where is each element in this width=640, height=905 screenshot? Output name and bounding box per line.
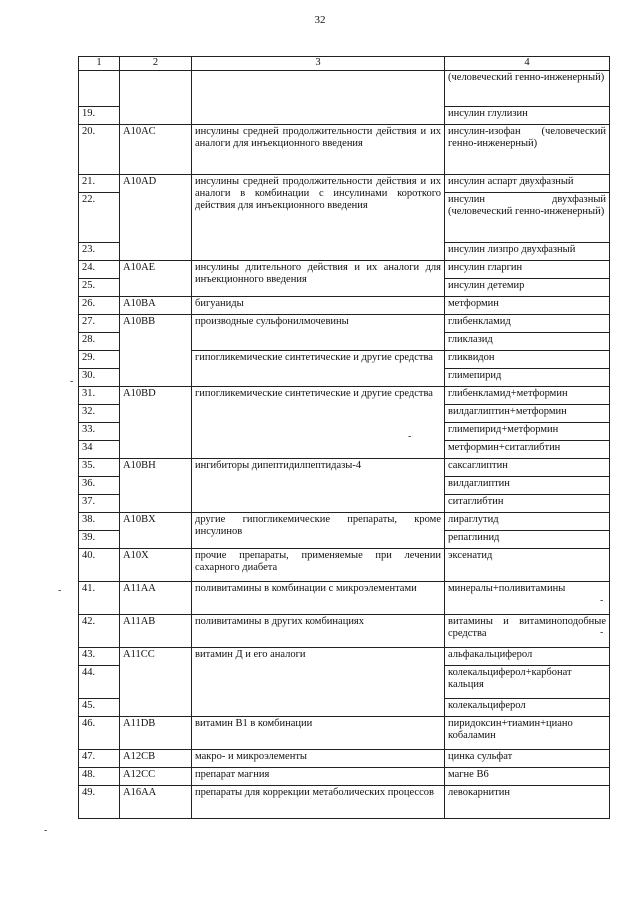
row-number: 35.	[79, 459, 120, 477]
drug-name: инсулин гларгин	[445, 261, 610, 279]
drug-name: эксенатид	[445, 549, 610, 582]
row-number: 41.	[79, 582, 120, 615]
table-row	[79, 125, 610, 175]
drug-name: вилдаглиптин	[445, 477, 610, 495]
row-number: 46.	[79, 717, 120, 750]
drug-name: (человеческий генно-инженерный)	[445, 71, 610, 107]
row-number: 40.	[79, 549, 120, 582]
atc-code: A11AB	[120, 615, 192, 648]
row-number: 23.	[79, 243, 120, 261]
drug-name: метформин	[445, 297, 610, 315]
row-number	[79, 71, 120, 107]
row-number: 28.	[79, 333, 120, 351]
row-number: 45.	[79, 699, 120, 717]
drug-name: цинка сульфат	[445, 750, 610, 768]
atc-code	[120, 71, 192, 125]
column-header: 4	[445, 57, 610, 71]
drug-name: глибенкламид+метформин	[445, 387, 610, 405]
drug-name: репаглинид	[445, 531, 610, 549]
table-row	[79, 513, 610, 531]
drug-name: ситаглибтин	[445, 495, 610, 513]
group-name: инсулины средней продолжительности действия и их аналоги в комбинации с инсулинами короткого действия для инъекционного введения	[192, 175, 445, 261]
group-name: гипогликемические синтетические и другие средства	[192, 351, 445, 387]
group-name: прочие препараты, применяемые при лечении сахарного диабета	[192, 549, 445, 582]
drug-name: глимепирид	[445, 369, 610, 387]
drug-name: витамины и витаминоподобные средства	[445, 615, 610, 648]
group-name: инсулины средней продолжительности действия и их аналоги для инъекционного введения	[192, 125, 445, 175]
row-number: 27.	[79, 315, 120, 333]
drug-name: гликлазид	[445, 333, 610, 351]
table-row	[79, 750, 610, 768]
table-row	[79, 717, 610, 750]
drug-name: инсулин глулизин	[445, 107, 610, 125]
margin-mark: -	[44, 825, 48, 836]
group-name: ингибиторы дипептидилпептидазы-4	[192, 459, 445, 513]
row-number: 34	[79, 441, 120, 459]
group-name: препараты для коррекции метаболических процессов	[192, 786, 445, 819]
row-number: 22.	[79, 193, 120, 243]
margin-mark: -	[600, 627, 604, 638]
row-number: 38.	[79, 513, 120, 531]
margin-mark: -	[70, 376, 74, 387]
table-header-row	[79, 57, 610, 71]
row-number: 19.	[79, 107, 120, 125]
group-name	[192, 71, 445, 125]
table-row	[79, 615, 610, 648]
drug-name: гликвидон	[445, 351, 610, 369]
atc-code: A11DB	[120, 717, 192, 750]
group-name: поливитамины в других комбинациях	[192, 615, 445, 648]
group-name: поливитамины в комбинации с микроэлементами	[192, 582, 445, 615]
column-header: 2	[120, 57, 192, 71]
group-name: витамин B1 в комбинации	[192, 717, 445, 750]
margin-mark: -	[58, 585, 62, 596]
drug-name: минералы+поливитамины	[445, 582, 610, 615]
drug-name: колекальциферол+карбонат кальция	[445, 666, 610, 699]
table-row	[79, 261, 610, 279]
row-number: 42.	[79, 615, 120, 648]
margin-mark: -	[600, 595, 604, 606]
drug-name: инсулин двухфазный (человеческий генно-инженерный)	[445, 193, 610, 243]
group-name: производные сульфонилмочевины	[192, 315, 445, 351]
table-row	[79, 175, 610, 193]
row-number: 47.	[79, 750, 120, 768]
atc-code: A10BX	[120, 513, 192, 549]
drug-name: вилдаглиптин+метформин	[445, 405, 610, 423]
atc-code: A11CC	[120, 648, 192, 717]
column-header: 1	[79, 57, 120, 71]
drug-name: левокарнитин	[445, 786, 610, 819]
drug-name: инсулин лизпро двухфазный	[445, 243, 610, 261]
row-number: 44.	[79, 666, 120, 699]
column-header: 3	[192, 57, 445, 71]
drug-name: саксаглиптин	[445, 459, 610, 477]
drug-name: лираглутид	[445, 513, 610, 531]
atc-code: A10BH	[120, 459, 192, 513]
page-number: 32	[314, 14, 326, 26]
drug-name: инсулин-изофан (человеческий генно-инженерный)	[445, 125, 610, 175]
drug-name: магне B6	[445, 768, 610, 786]
drug-name: пиридоксин+тиамин+циано кобаламин	[445, 717, 610, 750]
row-number: 25.	[79, 279, 120, 297]
drug-name: инсулин детемир	[445, 279, 610, 297]
row-number: 39.	[79, 531, 120, 549]
atc-code: A10X	[120, 549, 192, 582]
table-row	[79, 549, 610, 582]
table-row	[79, 387, 610, 405]
group-name: бигуаниды	[192, 297, 445, 315]
drug-name: инсулин аспарт двухфазный	[445, 175, 610, 193]
drug-name: альфакальциферол	[445, 648, 610, 666]
row-number: 32.	[79, 405, 120, 423]
row-number: 37.	[79, 495, 120, 513]
atc-code: A12CB	[120, 750, 192, 768]
table-row	[79, 71, 610, 107]
group-name: макро- и микроэлементы	[192, 750, 445, 768]
drug-name: глимепирид+метформин	[445, 423, 610, 441]
row-number: 30.	[79, 369, 120, 387]
row-number: 26.	[79, 297, 120, 315]
atc-code: A10AE	[120, 261, 192, 297]
atc-code: A10AD	[120, 175, 192, 261]
atc-code: A10BB	[120, 315, 192, 387]
atc-code: A11AA	[120, 582, 192, 615]
group-name: инсулины длительного действия и их аналоги для инъекционного введения	[192, 261, 445, 297]
group-name: препарат магния	[192, 768, 445, 786]
row-number: 29.	[79, 351, 120, 369]
drug-list-table	[78, 56, 610, 819]
table-row	[79, 648, 610, 666]
row-number: 49.	[79, 786, 120, 819]
drug-name: колекальциферол	[445, 699, 610, 717]
table-row	[79, 768, 610, 786]
group-name: другие гипогликемические препараты, кроме инсулинов	[192, 513, 445, 549]
table-row	[79, 459, 610, 477]
drug-name: метформин+ситаглибтин	[445, 441, 610, 459]
group-name: гипогликемические синтетические и другие средства	[192, 387, 445, 459]
row-number: 20.	[79, 125, 120, 175]
atc-code: A10BD	[120, 387, 192, 459]
atc-code: A10BA	[120, 297, 192, 315]
row-number: 48.	[79, 768, 120, 786]
atc-code: A12CC	[120, 768, 192, 786]
table-row	[79, 786, 610, 819]
row-number: 24.	[79, 261, 120, 279]
row-number: 43.	[79, 648, 120, 666]
drug-name: глибенкламид	[445, 315, 610, 333]
row-number: 21.	[79, 175, 120, 193]
row-number: 36.	[79, 477, 120, 495]
atc-code: A16AA	[120, 786, 192, 819]
table-row	[79, 582, 610, 615]
group-name: витамин Д и его аналоги	[192, 648, 445, 717]
atc-code: A10AC	[120, 125, 192, 175]
margin-mark: -	[408, 431, 412, 442]
table-row	[79, 315, 610, 333]
row-number: 31.	[79, 387, 120, 405]
table-row	[79, 297, 610, 315]
row-number: 33.	[79, 423, 120, 441]
